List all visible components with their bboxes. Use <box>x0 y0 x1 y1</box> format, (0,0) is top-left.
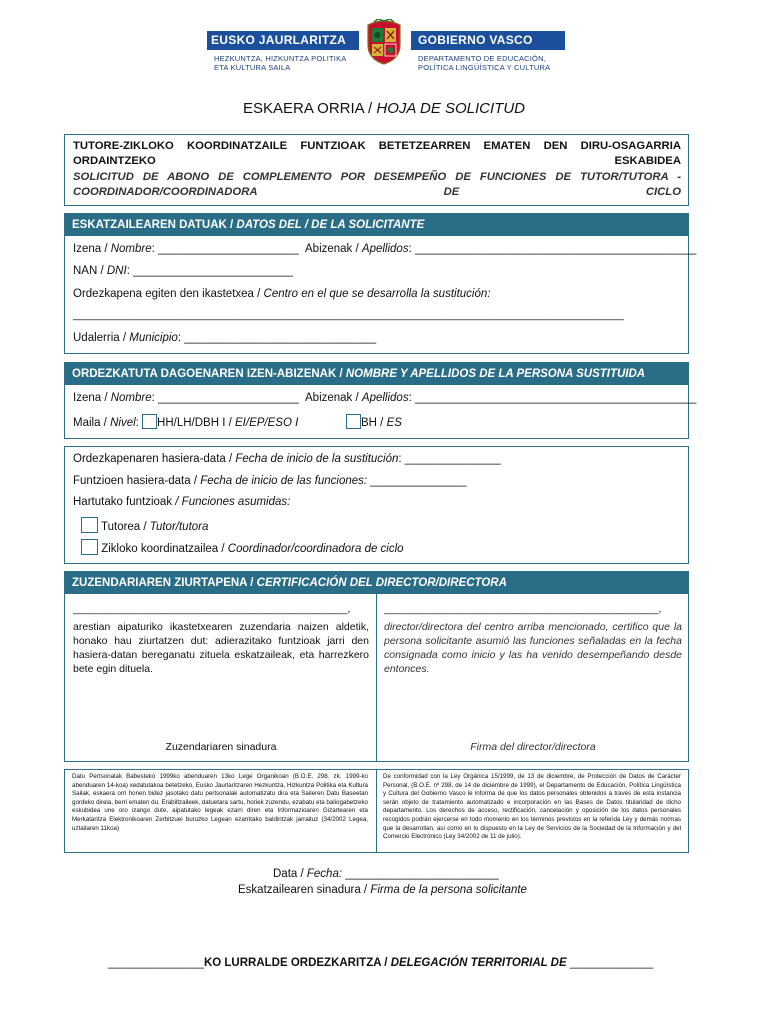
applicant-name-field[interactable] <box>73 243 299 255</box>
director-header-eu: ZUZENDARIAREN ZIURTAPENA <box>72 577 248 589</box>
label-es: Nombre <box>110 392 152 404</box>
label-es: Nivel <box>110 417 136 429</box>
label: Tutorea / <box>101 521 150 533</box>
label: Udalerria / <box>73 332 130 344</box>
label-es: Coordinador/coordinadora de ciclo <box>227 543 404 555</box>
label: Izena / <box>73 392 111 404</box>
tutor-option <box>81 517 208 533</box>
blank: : _________________________ <box>126 265 293 277</box>
header-right-subtitle <box>418 54 550 72</box>
label-es: Municipio <box>129 332 178 344</box>
label-es: Centro en el que se desarrolla la sustitución: <box>263 288 491 300</box>
blank: : _______________ <box>398 453 501 465</box>
applicant-town-field[interactable] <box>73 332 376 344</box>
director-text-eu: arestian aipaturiko ikastetxearen zuzendaria naizen aldetik, honako hau ziurtatzen dut: adierazitako funtzioak jarri den hasiera-datan bereganatu zituela eskatzaileak, eta harrezkero bete egin dituela. <box>73 621 369 675</box>
title-sep: / <box>363 100 377 117</box>
functions-date-field[interactable] <box>73 475 466 487</box>
label-es: Firma de la persona solicitante <box>370 884 527 896</box>
blank: : ______________________ <box>151 243 299 255</box>
applicant-school-field[interactable]: __________________________________________________________________________________________ <box>73 309 624 321</box>
substituted-header-eu: ORDEZKATUTA DAGOENAREN IZEN-ABIZENAK <box>72 368 337 380</box>
substituted-level-secondary <box>346 414 402 429</box>
label: Abizenak / <box>305 392 362 404</box>
header-right-sub-1: DEPARTAMENTO DE EDUCACIÓN, <box>418 54 546 63</box>
label: Maila / <box>73 417 111 429</box>
privacy-divider <box>376 770 377 852</box>
label: Zikloko koordinatzailea / <box>101 543 228 555</box>
director-name-blank-eu[interactable]: _______________________________________________, <box>73 603 351 615</box>
label: Izena / <box>73 243 111 255</box>
basque-coat-of-arms-icon <box>362 19 406 65</box>
label-es: DNI <box>106 265 127 277</box>
label-es: Fecha de inicio de las funciones: <box>200 475 368 487</box>
header-right-sub-2: POLÍTICA LINGÜÍSTICA Y CULTURA <box>418 63 551 72</box>
blank: : ______________________________ <box>177 332 377 344</box>
start-date-field[interactable] <box>73 453 501 465</box>
label: Eskatzailearen sinadura / <box>238 884 371 896</box>
blank: : ______________________ <box>151 392 299 404</box>
substituted-surname-field[interactable] <box>305 392 696 404</box>
tutor-checkbox[interactable] <box>81 517 98 533</box>
substituted-header: ORDEZKATUTA DAGOENAREN IZEN-ABIZENAK / NOMBRE Y APELLIDOS DE LA PERSONA SUSTITUIDA <box>65 363 688 385</box>
label: Data / <box>273 868 307 880</box>
procedure-title-eu: TUTORE-ZIKLOKO KOORDINATZAILE FUNTZIOAK BETETZEARREN EMATEN DEN DIRU-OSAGARRIA ORDAINTZEKO ESKABIDEA <box>73 140 681 167</box>
label: Ordezkapenaren hasiera-data / <box>73 453 236 465</box>
header-left-sub-1: HEZKUNTZA, HIZKUNTZA POLITIKA <box>214 54 347 63</box>
label-es: Apellidos <box>361 243 409 255</box>
header-left-sub-2: ETA KULTURA SAILA <box>214 63 291 72</box>
applicant-school-label <box>73 288 490 300</box>
director-text-es: director/directora del centro arriba mencionado, certifico que la persona solicitante asumió las funciones señaladas en la fecha consignada como inicio y las ha venido desempeñando desde entonces. <box>384 621 682 675</box>
label: Hartutako funtzioak <box>73 496 176 508</box>
header-left-subtitle <box>214 54 346 72</box>
opt2-label-es: ES <box>386 417 402 429</box>
level-primary-checkbox[interactable] <box>142 414 157 429</box>
blank: : ____________________________________________ <box>408 392 697 404</box>
label: KO LURRALDE ORDEZKARITZA / <box>203 957 391 969</box>
header-right-bar <box>411 31 565 50</box>
label: Abizenak / <box>305 243 362 255</box>
label: Funtzioen hasiera-data / <box>73 475 201 487</box>
director-column-divider <box>376 594 377 761</box>
label: NAN / <box>73 265 107 277</box>
privacy-text-es: De conformidad con la Ley Orgánica 15/1999, de 13 de diciembre, de Protección de Datos de Carácter Personal, (B.O.E. nº 298, de 14 de diciembre de 1999), el Departamento de Educación, Política Lingüística y Cultura del Gobierno Vasco le informa de que los datos personales obtenidos a través de esta instancia serán objeto de tratamiento automatizado e incorporación en las Bases de Datos titularidad de dicho departamento. Los derechos de acceso, rectificación, cancelación y oposición de los datos personales recogidos podrán ejercerse en todo momento en los términos previstos en la referida Ley y demás normas que la desarrollan, así como en lo dispuesto en la Ley de Servicios de la Sociedad de la Información y del Comercio Electrónico (Ley 34/2002 de 11 de julio). <box>383 773 681 841</box>
applicant-header-es: DATOS DEL / DE LA SOLICITANTE <box>236 219 425 231</box>
opt1-label: HH/LH/DBH I / <box>157 417 236 429</box>
label-es: DELEGACIÓN TERRITORIAL DE <box>390 957 567 969</box>
blank: _____________ <box>566 957 653 969</box>
delegation-line[interactable] <box>108 957 653 969</box>
procedure-title-es: SOLICITUD DE ABONO DE COMPLEMENTO POR DESEMPEÑO DE FUNCIONES DE TUTOR/TUTORA - COORDINADOR/COORDINADORA DE CICLO <box>73 171 681 198</box>
director-header: ZUZENDARIAREN ZIURTAPENA / CERTIFICACIÓN DEL DIRECTOR/DIRECTORA <box>65 572 688 594</box>
page-title <box>0 100 768 117</box>
opt2-label: BH / <box>361 417 387 429</box>
assumed-functions-label <box>73 496 290 508</box>
label-es: Tutor/tutora <box>149 521 209 533</box>
level-secondary-checkbox[interactable] <box>346 414 361 429</box>
header-right-title: GOBIERNO VASCO <box>418 33 533 47</box>
substituted-name-field[interactable] <box>73 392 299 404</box>
substituted-header-es: NOMBRE Y APELLIDOS DE LA PERSONA SUSTITUIDA <box>345 368 646 380</box>
date-field[interactable] <box>273 868 499 880</box>
director-name-blank-es[interactable]: _______________________________________________, <box>384 603 662 615</box>
label-es: Fecha: <box>306 868 343 880</box>
colon: : <box>135 417 139 429</box>
blank: _______________ <box>108 957 204 969</box>
coordinator-checkbox[interactable] <box>81 539 98 555</box>
director-signature-es: Firma del director/directora <box>470 741 596 753</box>
label: Ordezkapena egiten den ikastetxea / <box>73 288 264 300</box>
label-es: Apellidos <box>361 392 409 404</box>
director-signature-eu: Zuzendariaren sinadura <box>165 741 277 753</box>
applicant-header-eu: ESKATZAILEAREN DATUAK <box>72 219 227 231</box>
director-header-es: CERTIFICACIÓN DEL DIRECTOR/DIRECTORA <box>256 577 507 589</box>
opt1-label-es: EI/EP/ESO I <box>235 417 299 429</box>
label-es: Nombre <box>110 243 152 255</box>
blank: : ____________________________________________ <box>408 243 697 255</box>
applicant-signature-label <box>238 884 527 896</box>
blank: _______________ <box>367 475 467 487</box>
header-left-bar <box>207 31 359 50</box>
substituted-level-row <box>73 414 298 429</box>
header-left-title: EUSKO JAURLARITZA <box>211 33 347 47</box>
applicant-surname-field[interactable] <box>305 243 696 255</box>
coordinator-option <box>81 539 404 555</box>
title-eu: ESKAERA ORRIA <box>242 100 364 117</box>
privacy-text-eu: Datu Pertsonalak Babesteko 1999ko abenduaren 13ko Lege Organikoan (B.O.E. 298. zk. 1999-ko abenduaren 14-koa) xedatutakoa betetzeko, Eusko Jaurlaritzaren Hezkuntza, Hizkuntza Politika eta Kultura Sailak, eskaera orri honen bidez jasotako datu pertsonalak automatizatu dira eta Saileren Datu Baseetan gordeko direla, berri ematen du. Erabiltzaileek, datuetara sartu, horiek zuzendu, ezabatu eta baliogabetzeko eskubidea une oro izango dute, aipatutako legeak ezarri diren eta Informazioaren Gizartearen eta Merkataritza Elektronikoaren Zerbitzuei buruzko Legean ezarritako baldintzak jarraituz (34/2002 Legea, uztailaren 11koa) <box>72 773 368 832</box>
blank: ________________________ <box>342 868 499 880</box>
applicant-header: ESKATZAILEAREN DATUAK / DATOS DEL / DE LA SOLICITANTE <box>65 214 688 236</box>
label-es: / Funciones asumidas: <box>175 496 291 508</box>
label-es: Fecha de inicio de la sustitución <box>235 453 399 465</box>
applicant-dni-field[interactable] <box>73 265 293 277</box>
title-es: HOJA DE SOLICITUD <box>376 100 526 117</box>
